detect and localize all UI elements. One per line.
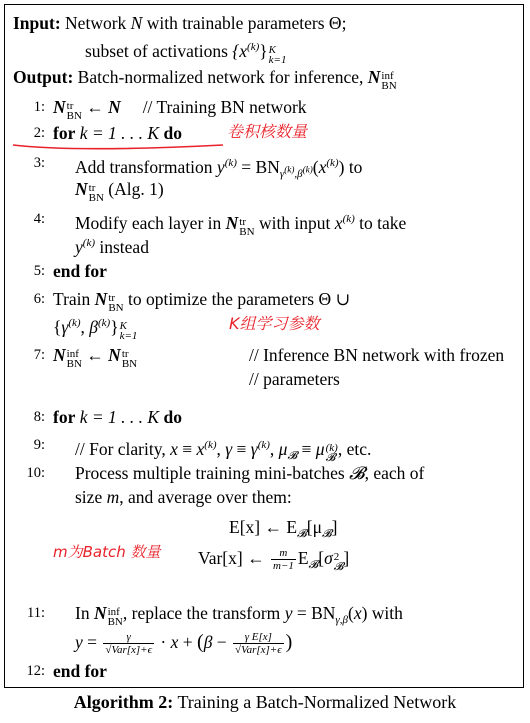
- line-7-comment-cont: // parameters: [249, 369, 340, 389]
- line-1: N tr BN ← N // Training BN network: [53, 97, 307, 122]
- annotation-k-params: K组学习参数: [229, 314, 320, 333]
- line-3-cont: N tr BN (Alg. 1): [75, 179, 164, 204]
- line-11-formula: y = $\frac{\gamma}{\text{√Var[x]+ϵ}}$ · x + (β − $\frac{\text{γ E[x]}}{\text{√Var[x]+ϵ}}$ ): [75, 631, 293, 657]
- input-line: [13, 13, 346, 33]
- line-number-3: 3:: [33, 155, 45, 171]
- equation-variance: Var[x] ← $\frac{m}{m-1}$ $E_𝓑[\sigma$ 2 𝓑 ]: [198, 547, 350, 573]
- line-4-text-a: Modify each layer in: [75, 213, 226, 233]
- equation-mean-lhs: E[x] ← E: [229, 517, 298, 537]
- for-keyword-2: for: [53, 407, 76, 427]
- line-number-4: 4:: [33, 211, 45, 227]
- line-6-text-b: to optimize the parameters Θ ∪: [123, 289, 351, 309]
- equation-mean: E[x] ← $E_𝓑[\mu_𝓑]$: [229, 517, 338, 540]
- line-number-11: 11:: [27, 605, 45, 621]
- line-11-text-c: with: [367, 603, 403, 623]
- algorithm-box: [4, 4, 524, 688]
- line-4-cont: $y^{(k)}$ instead: [75, 237, 149, 257]
- input-set-k: (k): [247, 41, 260, 53]
- line-number-6: 6:: [33, 291, 45, 307]
- input-line-2: [85, 37, 286, 65]
- output-label: Output:: [13, 67, 74, 87]
- line-11: In N inf BN , replace the transform $y = BN_{\gamma,\beta}(x)$ with: [75, 603, 403, 628]
- annotation-kernel-count: 卷积核数量: [227, 122, 308, 141]
- line-12-end-for: end for: [53, 661, 107, 681]
- output-sup: inf: [381, 70, 394, 82]
- input-network-symbol: N: [130, 13, 143, 33]
- line-number-2: 2:: [33, 125, 45, 141]
- equation-variance-lhs: Var[x] ←: [198, 548, 265, 568]
- line-8: [53, 407, 182, 427]
- line-10: Process multiple training mini-batches 𝓑, each of: [75, 463, 425, 483]
- input-set-open: {x: [232, 41, 248, 61]
- annotation-m-batch: m为Batch 数量: [53, 543, 161, 561]
- input-set-sup: K: [268, 44, 276, 56]
- line-number-5: 5:: [33, 263, 45, 279]
- line-number-1: 1:: [33, 99, 45, 115]
- caption-label: Algorithm 2:: [73, 692, 174, 712]
- line-number-7: 7:: [33, 347, 45, 363]
- line-4-text-b: with input: [254, 213, 335, 233]
- equation-mean-rhs: [μ: [306, 517, 322, 537]
- line-8-range: k = 1 . . . K: [79, 407, 160, 427]
- line-10-text-a: Process multiple training mini-batches: [75, 463, 350, 483]
- input-set-close: }: [259, 41, 268, 61]
- line-3: Add transformation $y^{(k)} = BN_{\gamma^{(k)},\beta^{(k)}}(x^{(k)})$ to: [75, 157, 363, 180]
- line-10-text-c: size: [75, 487, 107, 507]
- line-3-text-c: (Alg. 1): [103, 179, 164, 199]
- line-6-text-a: Train: [53, 289, 95, 309]
- input-set-sub: k=1: [268, 54, 287, 66]
- line-11-text-b: , replace the transform: [122, 603, 285, 623]
- input-text-a: Network: [65, 13, 131, 33]
- line-2-range: k = 1 . . . K: [79, 123, 160, 143]
- do-keyword-2: do: [163, 407, 182, 427]
- line-10-text-d: , and average over them:: [119, 487, 292, 507]
- output-text: Batch-normalized network for inference,: [77, 67, 368, 87]
- line-1-comment: // Training BN network: [142, 97, 307, 117]
- line-number-12: 12:: [26, 663, 45, 679]
- input-line2-text: subset of activations: [85, 41, 233, 61]
- line-9-etc: , etc.: [337, 439, 372, 459]
- input-text-b: with trainable parameters Θ;: [142, 13, 347, 33]
- line-number-8: 8:: [33, 409, 45, 425]
- algorithm-caption: [0, 692, 530, 713]
- line-number-9: 9:: [33, 437, 45, 453]
- line-number-10: 10:: [26, 465, 45, 481]
- line-4: Modify each layer in N tr BN with input $x^{(k)}$ to take: [75, 213, 407, 238]
- caption-text: Training a Batch-Normalized Network: [173, 692, 457, 712]
- line-9: // For clarity, $x \equiv x^{(k)}$, $\gamma \equiv \gamma^{(k)}$, $\mu_𝓑 \equiv \mu$ (k) 𝓑 , etc.: [75, 439, 372, 464]
- output-sub: BN: [381, 80, 397, 92]
- output-line: [13, 67, 397, 91]
- line-6-cont: {$\gamma^{(k)}$, $\beta^{(k)}$} K k=1: [53, 317, 138, 342]
- do-keyword: do: [163, 123, 182, 143]
- output-network-symbol: N: [367, 67, 381, 87]
- line-3-text-a: Add transformation: [75, 157, 217, 177]
- line-3-text-b: to: [344, 157, 363, 177]
- line-2: [53, 123, 182, 143]
- line-9-text-a: // For clarity,: [75, 439, 171, 459]
- line-6: Train N tr BN to optimize the parameters Θ ∪: [53, 289, 351, 314]
- line-10-cont: size m, and average over them:: [75, 487, 292, 507]
- line-11-text-a: In: [75, 603, 94, 623]
- line-7: N inf BN ← N tr BN: [53, 345, 138, 370]
- line-7-comment: // Inference BN network with frozen: [249, 345, 505, 365]
- for-keyword: for: [53, 123, 76, 143]
- line-5-end-for: end for: [53, 261, 107, 281]
- line-10-text-b: , each of: [364, 463, 425, 483]
- input-label: Input:: [13, 13, 61, 33]
- line-4-text-d: instead: [95, 237, 149, 257]
- line-4-text-c: to take: [354, 213, 407, 233]
